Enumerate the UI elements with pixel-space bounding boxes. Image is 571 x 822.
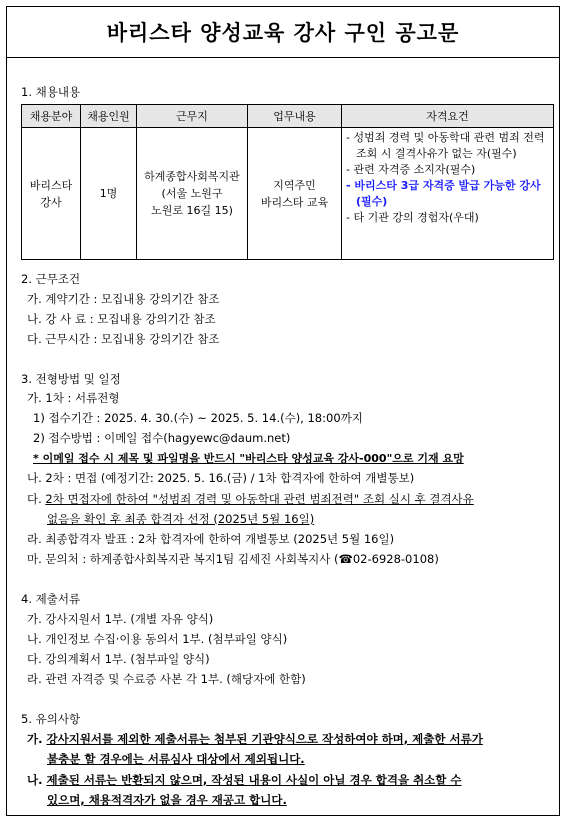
background-check-text: 2차 면접자에 한하여 "성범죄 경력 및 아동학대 관련 범죄전력" 조회 실시 후 결격사유	[45, 492, 474, 506]
table-header: 근무지	[137, 105, 248, 128]
field-cell: 바리스타 강사	[22, 128, 81, 260]
qualification-item: - 관련 자격증 소지자(필수)	[346, 163, 476, 176]
condition-line: 가. 계약기간 : 모집내용 강의기간 참조	[27, 292, 220, 306]
qualification-item: - 바리스타 3급 자격증 발급 가능한 강사(필수)	[346, 179, 541, 208]
notice-text: 불충분 할 경우에는 서류심사 대상에서 제외됩니다.	[47, 752, 305, 766]
item-label: 가.	[27, 732, 43, 746]
notice-text: 강사지원서를 제외한 제출서류는 첨부된 기관양식으로 작성하여야 하며, 제출한 서류가	[46, 732, 483, 746]
table-header: 채용분야	[22, 105, 81, 128]
item-label: 나.	[27, 773, 43, 787]
document-line: 가. 강사지원서 1부. (개별 자유 양식)	[27, 612, 214, 626]
qualification-item: - 성범죄 경력 및 아동학대 관련 범죄 전력 조회 시 결격사유가 없는 자(필수)	[346, 131, 545, 160]
schedule-line: 가. 1차 : 서류전형	[27, 391, 120, 405]
notice-text: 있으며, 채용적격자가 없을 경우 재공고 합니다.	[47, 793, 287, 807]
document-line: 나. 개인정보 수집·이용 동의서 1부. (첨부파일 양식)	[27, 632, 288, 646]
section3-heading: 3. 전형방법 및 일정	[21, 372, 121, 386]
document-line: 라. 관련 자격증 및 수료증 사본 각 1부. (해당자에 한함)	[27, 672, 306, 686]
table-header-row	[22, 105, 554, 128]
notice-frame	[6, 6, 560, 816]
section5-heading: 5. 유의사항	[21, 712, 81, 726]
schedule-line	[27, 491, 474, 507]
schedule-line: 2) 접수방법 : 이메일 접수(hagyewc@daum.net)	[33, 431, 291, 445]
schedule-line: 나. 2차 : 면접 (예정기간: 2025. 5. 16.(금) / 1차 합격자에 한하여 개별통보)	[27, 471, 415, 485]
notice-line	[27, 731, 483, 747]
table-header: 채용인원	[81, 105, 137, 128]
notice-line	[27, 772, 462, 788]
background-check-text: 없음을 확인 후 최종 합격자 선정 (2025년 5월 16일)	[47, 512, 315, 526]
duty-cell: 지역주민 바리스타 교육	[248, 128, 342, 260]
document-line: 다. 강의계획서 1부. (첨부파일 양식)	[27, 652, 210, 666]
section1-heading: 1. 채용내용	[21, 85, 81, 99]
requirements-table	[21, 104, 554, 260]
schedule-line: 1) 접수기간 : 2025. 4. 30.(수) ~ 2025. 5. 14.(수), 18:00까지	[33, 411, 363, 425]
schedule-line: 라. 최종합격자 발표 : 2차 합격자에 한하여 개별통보 (2025년 5월 16일)	[27, 532, 395, 546]
condition-line: 나. 강 사 료 : 모집내용 강의기간 참조	[27, 312, 216, 326]
count-cell: 1명	[81, 128, 137, 260]
condition-line: 다. 근무시간 : 모집내용 강의기간 참조	[27, 332, 220, 346]
qualification-cell	[342, 128, 554, 260]
page-title: 바리스타 양성교육 강사 구인 공고문	[106, 21, 460, 45]
table-row	[22, 128, 554, 260]
title-box	[7, 7, 559, 58]
table-header: 자격요건	[342, 105, 554, 128]
qualification-item: - 타 기관 강의 경험자(우대)	[346, 211, 479, 224]
notice-text: 제출된 서류는 반환되지 않으며, 작성된 내용이 사실이 아닐 경우 합격을 취소할 수	[46, 773, 462, 787]
section4-heading: 4. 제출서류	[21, 592, 81, 606]
place-cell: 하계종합사회복지관 (서울 노원구 노원로 16길 15)	[137, 128, 248, 260]
table-header: 업무내용	[248, 105, 342, 128]
section2-heading: 2. 근무조건	[21, 272, 81, 286]
item-label: 다.	[27, 492, 46, 506]
email-notice: * 이메일 접수 시 제목 및 파일명을 반드시 "바리스타 양성교육 강사-000"으로 기재 요망	[33, 452, 464, 465]
contact-line: 마. 문의처 : 하계종합사회복지관 복지1팀 김세진 사회복지사 (☎02-6928-0108)	[27, 552, 439, 566]
